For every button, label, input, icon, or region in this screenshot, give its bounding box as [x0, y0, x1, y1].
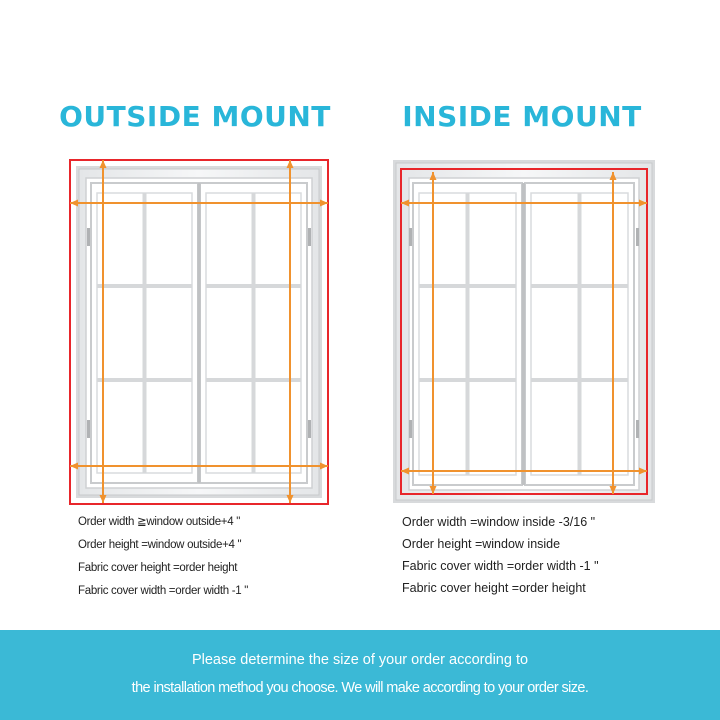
inside-note: Order width =window inside -3/16 " [402, 515, 596, 529]
info-banner [0, 630, 720, 720]
inside-mount-notes [402, 514, 599, 602]
inside-mount-heading: INSIDE MOUNT [402, 100, 642, 133]
outside-mount-heading: OUTSIDE MOUNT [59, 100, 331, 133]
banner-line-1: Please determine the size of your order according to [191, 652, 529, 668]
inside-note: Fabric cover height =order height [402, 581, 586, 595]
outside-mount-notes [78, 514, 248, 606]
outside-window [76, 166, 322, 498]
outside-note: Order width ≧window outside+4 " [78, 516, 240, 528]
outside-note: Fabric cover height =order height [78, 562, 238, 574]
outside-note: Order height =window outside+4 " [78, 539, 242, 551]
inside-note: Order height =window inside [402, 537, 561, 551]
outside-note: Fabric cover width =order width -1 " [78, 585, 249, 597]
inside-note: Fabric cover width =order width -1 " [402, 559, 599, 573]
banner-line-2: the installation method you choose. We will make according to your order size. [131, 680, 589, 696]
